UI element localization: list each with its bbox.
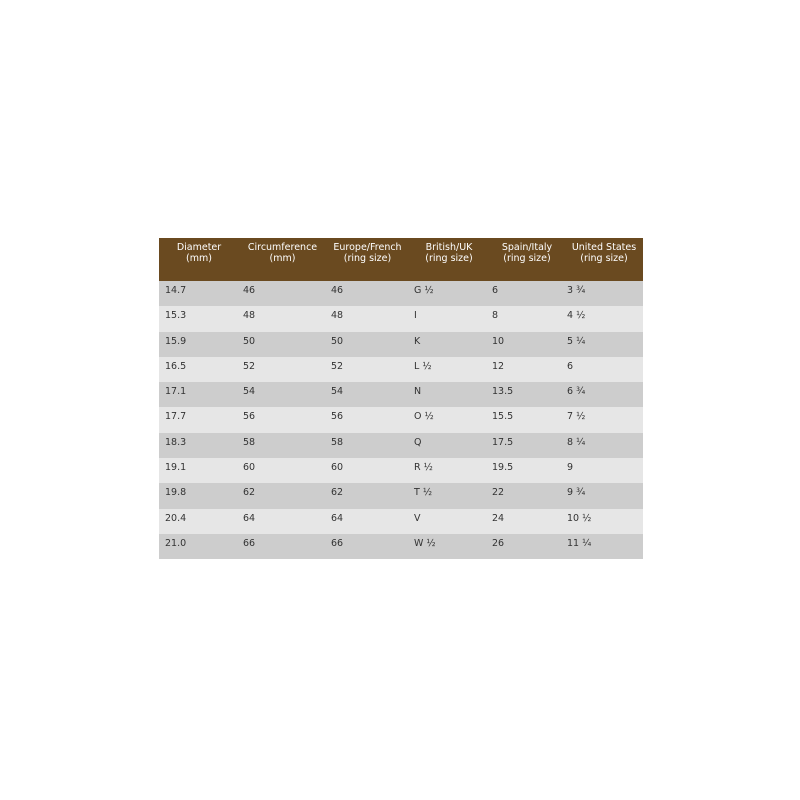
table-row — [159, 433, 643, 458]
header-british-uk: British/UK (ring size) — [425, 242, 473, 264]
cell-diameter: 19.1 — [165, 462, 187, 474]
table-row — [159, 407, 643, 432]
cell-spain-italy: 12 — [492, 360, 505, 372]
cell-spain-italy: 6 — [492, 285, 499, 296]
cell-diameter: 16.5 — [165, 360, 187, 372]
cell-spain-italy: 22 — [492, 487, 505, 499]
cell-europe-french: 60 — [331, 462, 344, 474]
table-row — [159, 281, 643, 306]
cell-diameter: 14.7 — [165, 285, 187, 296]
cell-diameter: 15.9 — [165, 335, 187, 347]
header-diameter: Diameter (mm) — [176, 242, 222, 264]
cell-europe-french: 62 — [331, 487, 344, 499]
cell-europe-french: 50 — [331, 335, 344, 347]
cell-british-uk: G ½ — [414, 285, 434, 296]
table-row — [159, 357, 643, 382]
cell-circumference: 52 — [243, 360, 256, 372]
cell-british-uk: O ½ — [414, 411, 434, 423]
table-row — [159, 306, 643, 331]
table-row — [159, 458, 643, 483]
ring-size-table — [159, 238, 643, 559]
cell-diameter: 17.1 — [165, 386, 187, 398]
cell-spain-italy: 24 — [492, 512, 505, 524]
cell-circumference: 62 — [243, 487, 256, 499]
cell-europe-french: 46 — [331, 285, 344, 296]
table-row — [159, 332, 643, 357]
cell-british-uk: K — [414, 335, 421, 347]
cell-united-states: 3 ¾ — [567, 285, 586, 296]
cell-circumference: 64 — [243, 512, 256, 524]
table-header-row — [159, 238, 643, 281]
cell-spain-italy: 15.5 — [492, 411, 514, 423]
cell-europe-french: 56 — [331, 411, 344, 423]
cell-british-uk: Q — [414, 436, 422, 448]
cell-spain-italy: 19.5 — [492, 462, 514, 474]
cell-europe-french: 52 — [331, 360, 344, 372]
cell-circumference: 48 — [243, 310, 256, 322]
cell-circumference: 58 — [243, 436, 256, 448]
header-europe-french: Europe/French (ring size) — [333, 242, 402, 264]
cell-circumference: 66 — [243, 537, 256, 549]
cell-circumference: 54 — [243, 386, 256, 398]
cell-united-states: 9 — [567, 462, 574, 474]
cell-british-uk: V — [414, 512, 421, 524]
table-row — [159, 534, 643, 559]
cell-united-states: 4 ½ — [567, 310, 586, 322]
cell-europe-french: 48 — [331, 310, 344, 322]
cell-europe-french: 58 — [331, 436, 344, 448]
cell-diameter: 17.7 — [165, 411, 187, 423]
header-circumference: Circumference (mm) — [247, 242, 318, 264]
cell-spain-italy: 17.5 — [492, 436, 514, 448]
cell-circumference: 60 — [243, 462, 256, 474]
cell-spain-italy: 26 — [492, 537, 505, 549]
cell-spain-italy: 8 — [492, 310, 499, 322]
cell-diameter: 18.3 — [165, 436, 187, 448]
cell-spain-italy: 13.5 — [492, 386, 514, 398]
cell-united-states: 11 ¼ — [567, 537, 592, 549]
cell-diameter: 19.8 — [165, 487, 187, 499]
cell-united-states: 10 ½ — [567, 512, 592, 524]
cell-circumference: 56 — [243, 411, 256, 423]
cell-united-states: 5 ¼ — [567, 335, 586, 347]
cell-british-uk: W ½ — [414, 537, 436, 549]
cell-europe-french: 64 — [331, 512, 344, 524]
cell-united-states: 8 ¼ — [567, 436, 586, 448]
header-spain-italy: Spain/Italy (ring size) — [501, 242, 553, 264]
cell-united-states: 9 ¾ — [567, 487, 586, 499]
cell-diameter: 20.4 — [165, 512, 187, 524]
header-united-states: United States (ring size) — [571, 242, 637, 264]
cell-europe-french: 54 — [331, 386, 344, 398]
cell-diameter: 15.3 — [165, 310, 187, 322]
cell-united-states: 6 ¾ — [567, 386, 586, 398]
cell-united-states: 6 — [567, 360, 574, 372]
cell-british-uk: L ½ — [414, 360, 432, 372]
cell-british-uk: T ½ — [414, 487, 433, 499]
cell-spain-italy: 10 — [492, 335, 505, 347]
table-row — [159, 483, 643, 508]
cell-circumference: 50 — [243, 335, 256, 347]
cell-europe-french: 66 — [331, 537, 344, 549]
cell-circumference: 46 — [243, 285, 256, 296]
cell-united-states: 7 ½ — [567, 411, 586, 423]
cell-british-uk: R ½ — [414, 462, 433, 474]
cell-diameter: 21.0 — [165, 537, 187, 549]
table-row — [159, 382, 643, 407]
table-row — [159, 509, 643, 534]
cell-british-uk: N — [414, 386, 422, 398]
cell-british-uk: I — [414, 310, 417, 322]
